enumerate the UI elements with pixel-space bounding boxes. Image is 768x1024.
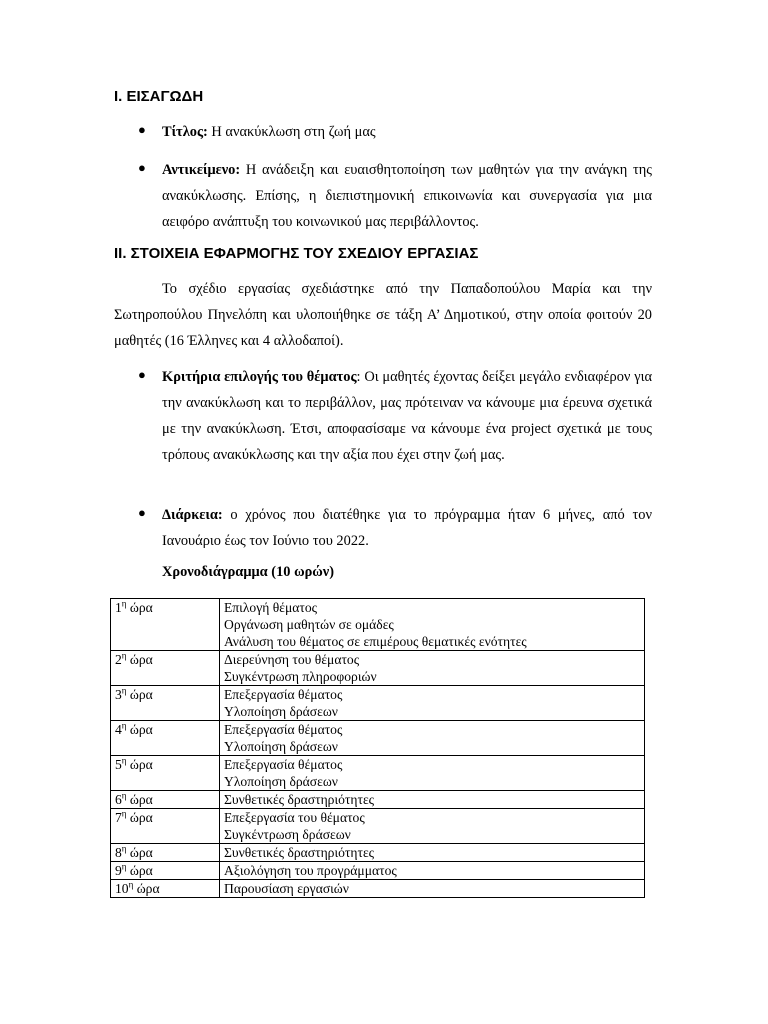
activity-item: Διερεύνηση του θέματος	[224, 652, 360, 667]
activities-cell	[220, 599, 645, 651]
hour-number: 1	[115, 600, 122, 615]
schedule-table-body	[111, 599, 645, 898]
object-value: Η ανάδειξη και ευαισθητοποίηση των μαθητών για την ανάγκη της ανακύκλωσης. Επίσης, η διεπιστημονική επικοινωνία και συνεργασία για μια αειφόρο ανάπτυξη του κοινωνικού μας περιβάλλοντος.	[162, 162, 652, 230]
hour-ordinal: η	[121, 861, 127, 872]
hour-ordinal: η	[121, 650, 127, 661]
hour-cell	[111, 756, 220, 791]
activity-item: Επιλογή θέματος	[224, 600, 317, 615]
hour-unit: ώρα	[126, 810, 153, 825]
activities-cell	[220, 880, 645, 898]
hour-cell	[111, 599, 220, 651]
activity-item: Οργάνωση μαθητών σε ομάδες	[224, 617, 394, 632]
implementation-paragraph: Το σχέδιο εργασίας σχεδιάστηκε από την Παπαδοπούλου Μαρία και την Σωτηροπούλου Πηνελόπη και υλοποιήθηκε σε τάξη Α’ Δημοτικού, στην οποία φοιτούν 20 μαθητές (16 Έλληνες και 4 αλλοδαποί).	[114, 281, 652, 349]
hour-cell	[111, 844, 220, 862]
bullet-dot-icon: ●	[138, 505, 146, 520]
hour-ordinal: η	[121, 755, 127, 766]
title-bullet	[162, 119, 652, 145]
activities-cell	[220, 791, 645, 809]
title-value: Η ανακύκλωση στη ζωή μας	[207, 124, 376, 140]
hour-ordinal: η	[121, 598, 127, 609]
section-1-heading: I. ΕΙΣΑΓΩΔΗ	[114, 88, 204, 105]
hour-unit: ώρα	[126, 687, 153, 702]
hour-ordinal: η	[121, 808, 127, 819]
activity-item: Επεξεργασία θέματος	[224, 757, 343, 772]
hour-number: 3	[115, 687, 122, 702]
table-row	[111, 844, 645, 862]
duration-value: ο χρόνος που διατέθηκε για το πρόγραμμα ήταν 6 μήνες, από τον Ιανουάριο έως τον Ιούνιο του 2022.	[162, 507, 652, 549]
bullet-dot-icon: ●	[138, 122, 146, 137]
hour-cell	[111, 809, 220, 844]
bullet-dot-icon: ●	[138, 160, 146, 175]
object-bullet	[162, 157, 652, 235]
activity-item: Συνθετικές δραστηριότητες	[224, 845, 375, 860]
hour-number: 4	[115, 722, 122, 737]
activities-cell	[220, 809, 645, 844]
hour-ordinal: η	[121, 790, 127, 801]
hour-ordinal: η	[121, 685, 127, 696]
criteria-label: Κριτήρια επιλογής του θέματος	[162, 369, 357, 385]
table-row	[111, 809, 645, 844]
activity-item: Αξιολόγηση του προγράμματος	[224, 863, 397, 878]
hour-cell	[111, 651, 220, 686]
activities-cell	[220, 844, 645, 862]
hour-cell	[111, 791, 220, 809]
hour-number: 7	[115, 810, 122, 825]
hour-number: 8	[115, 845, 122, 860]
hour-number: 10	[115, 881, 129, 896]
activity-item: Παρουσίαση εργασιών	[224, 881, 349, 896]
hour-unit: ώρα	[126, 722, 153, 737]
activity-item: Επεξεργασία θέματος	[224, 687, 343, 702]
hour-cell	[111, 880, 220, 898]
activities-cell	[220, 721, 645, 756]
hour-ordinal: η	[121, 843, 127, 854]
activity-item: Υλοποίηση δράσεων	[224, 704, 338, 719]
hour-unit: ώρα	[126, 863, 153, 878]
section-2-heading: II. ΣΤΟΙΧΕΙΑ ΕΦΑΡΜΟΓΗΣ ΤΟΥ ΣΧΕΔΙΟΥ ΕΡΓΑΣΙΑΣ	[114, 245, 479, 262]
hour-cell	[111, 721, 220, 756]
hour-unit: ώρα	[126, 600, 153, 615]
activity-item: Συγκέντρωση δράσεων	[224, 827, 351, 842]
table-row	[111, 862, 645, 880]
hour-unit: ώρα	[126, 652, 153, 667]
table-row	[111, 721, 645, 756]
activities-cell	[220, 862, 645, 880]
hour-number: 6	[115, 792, 122, 807]
hour-ordinal: η	[121, 720, 127, 731]
table-row	[111, 791, 645, 809]
activity-item: Υλοποίηση δράσεων	[224, 774, 338, 789]
title-label: Τίτλος:	[162, 124, 208, 140]
hour-unit: ώρα	[126, 757, 153, 772]
activity-item: Επεξεργασία θέματος	[224, 722, 343, 737]
hour-number: 2	[115, 652, 122, 667]
criteria-value: : Οι μαθητές έχοντας δείξει μεγάλο ενδιαφέρον για την ανακύκλωση και το περιβάλλον, μας πρότειναν να κάνουμε μια έρευνα σχετικά με την ανακύκλωση. Έτσι, αποφασίσαμε να κάνουμε ένα project σχετικά με τους τρόπους ανακύκλωσης και την αξία που έχει στην ζωή μας.	[162, 369, 652, 463]
table-row	[111, 686, 645, 721]
schedule-table	[110, 598, 645, 898]
duration-bullet	[162, 502, 652, 554]
object-label: Αντικείμενο:	[162, 162, 241, 178]
hour-unit: ώρα	[133, 881, 160, 896]
duration-label: Διάρκεια:	[162, 507, 223, 523]
schedule-title: Χρονοδιάγραμμα (10 ωρών)	[162, 564, 335, 580]
hour-unit: ώρα	[126, 845, 153, 860]
activity-item: Επεξεργασία του θέματος	[224, 810, 365, 825]
table-row	[111, 599, 645, 651]
table-row	[111, 880, 645, 898]
table-row	[111, 756, 645, 791]
bullet-dot-icon: ●	[138, 367, 146, 382]
activity-item: Συγκέντρωση πληροφοριών	[224, 669, 377, 684]
hour-number: 5	[115, 757, 122, 772]
hour-number: 9	[115, 863, 122, 878]
activities-cell	[220, 756, 645, 791]
activities-cell	[220, 651, 645, 686]
activities-cell	[220, 686, 645, 721]
activity-item: Συνθετικές δραστηριότητες	[224, 792, 375, 807]
activity-item: Υλοποίηση δράσεων	[224, 739, 338, 754]
criteria-bullet	[162, 364, 652, 468]
table-row	[111, 651, 645, 686]
activity-item: Ανάλυση του θέματος σε επιμέρους θεματικές ενότητες	[224, 634, 527, 649]
hour-ordinal: η	[128, 879, 134, 890]
hour-unit: ώρα	[126, 792, 153, 807]
hour-cell	[111, 686, 220, 721]
hour-cell	[111, 862, 220, 880]
